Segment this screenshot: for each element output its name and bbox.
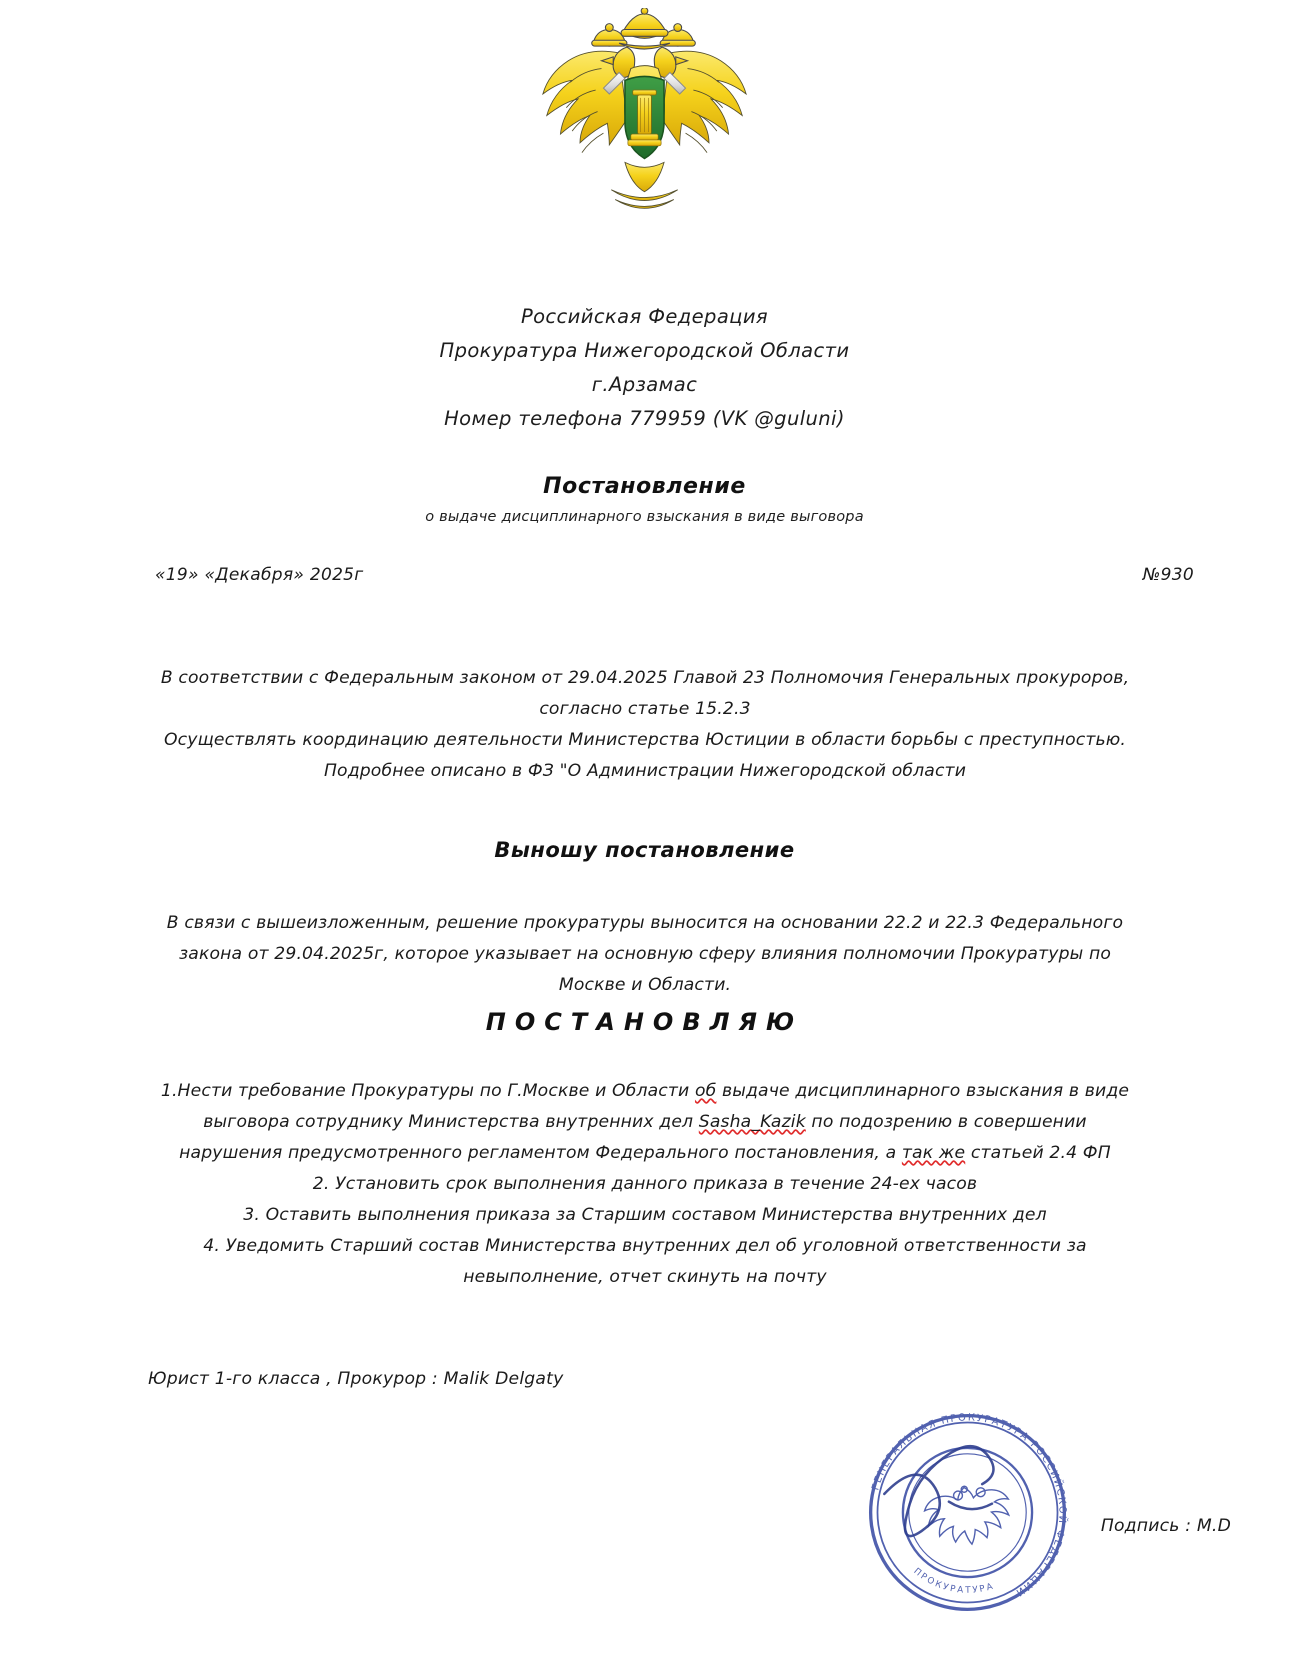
order-item-1-text-b: выдаче дисциплинарного взыскания в виде выговора сотруднику Министерства внутренних дел [203, 1081, 1130, 1132]
document-meta-row [0, 565, 1289, 585]
legal-basis-block [150, 663, 1140, 787]
order-item-1 [150, 1076, 1140, 1169]
emblem-container [0, 8, 1289, 223]
document-subtitle: о выдаче дисциплинарного взыскания в виде выговора [425, 509, 864, 525]
order-item-2: 2. Установить срок выполнения данного приказа в течение 24-ех часов [312, 1174, 978, 1194]
document-title: Постановление [543, 474, 746, 499]
order-item-1-text-c: по подозрению в совершении нарушения предусмотренного регламентом Федерального постановления, а [179, 1112, 1087, 1163]
spellcheck-word-sasha-kazik: Sasha_Kazik [698, 1112, 806, 1132]
order-item-1-text-a: 1.Нести требование Прокуратуры по Г.Москве и Области [160, 1081, 695, 1101]
svg-text:ПРОКУРАТУРА: ПРОКУРАТУРА [911, 1566, 997, 1596]
body-paragraph-law: В соответствии с Федеральным законом от 29.04.2025 Главой 23 Полномочия Генеральных прокуроров, согласно статье 15.2.3 [160, 668, 1130, 719]
org-line-office: Прокуратура Нижегородской Области [439, 339, 850, 362]
signature-bottom: Подпись : M.D [1100, 1516, 1231, 1536]
decision-basis-block [150, 908, 1140, 1001]
heading-postanovlyayu: ПОСТАНОВЛЯЮ [485, 1008, 804, 1036]
order-item-3: 3. Оставить выполнения приказа за Старшим составом Министерства внутренних дел [243, 1205, 1047, 1225]
org-line-phone: Номер телефона 779959 (VK @guluni) [444, 407, 845, 430]
spellcheck-word-ob: об [694, 1081, 717, 1101]
order-item-4: 4. Уведомить Старший состав Министерства внутренних дел об уголовной ответственности за невыполнение, отчет скинуть на почту [203, 1236, 1087, 1287]
order-item-1-text-d: статьей 2.4 ФП [965, 1143, 1111, 1163]
organization-header [0, 300, 1289, 436]
body-paragraph-details: Подробнее описано в ФЗ "О Администрации Нижегородской области [323, 761, 967, 781]
heading-vynoshu-postanovlenie: Выношу постановление [494, 838, 795, 862]
svg-text:ГЕНЕРАЛЬНАЯ ПРОКУРАТУРА РОССИЙ: ГЕНЕРАЛЬНАЯ ПРОКУРАТУРА РОССИЙСКОЙ ФЕДЕРАЦИИ [870, 1412, 1068, 1599]
signature-title-line: Юрист 1-го класса , Прокурор : Malik Delgaty [148, 1369, 564, 1389]
document-date: «19» «Декабря» 2025г [155, 565, 364, 585]
basis-paragraph: В связи с вышеизложенным, решение прокуратуры выносится на основании 22.2 и 22.3 Федерального закона от 29.04.2025г, которое указывает на основную сферу влияния полномочии Прокуратуры по Москве и Области. [166, 913, 1124, 995]
document-number: №930 [1142, 565, 1194, 585]
russian-federation-prosecutor-emblem [517, 8, 772, 223]
body-paragraph-duty: Осуществлять координацию деятельности Министерства Юстиции в области борьбы с преступностью. [163, 730, 1127, 750]
order-items-list [150, 1076, 1140, 1293]
official-round-stamp [855, 1400, 1080, 1625]
org-line-country: Российская Федерация [520, 305, 769, 328]
spellcheck-word-tak-zhe: так же [901, 1143, 966, 1163]
org-line-city: г.Арзамас [591, 373, 698, 396]
